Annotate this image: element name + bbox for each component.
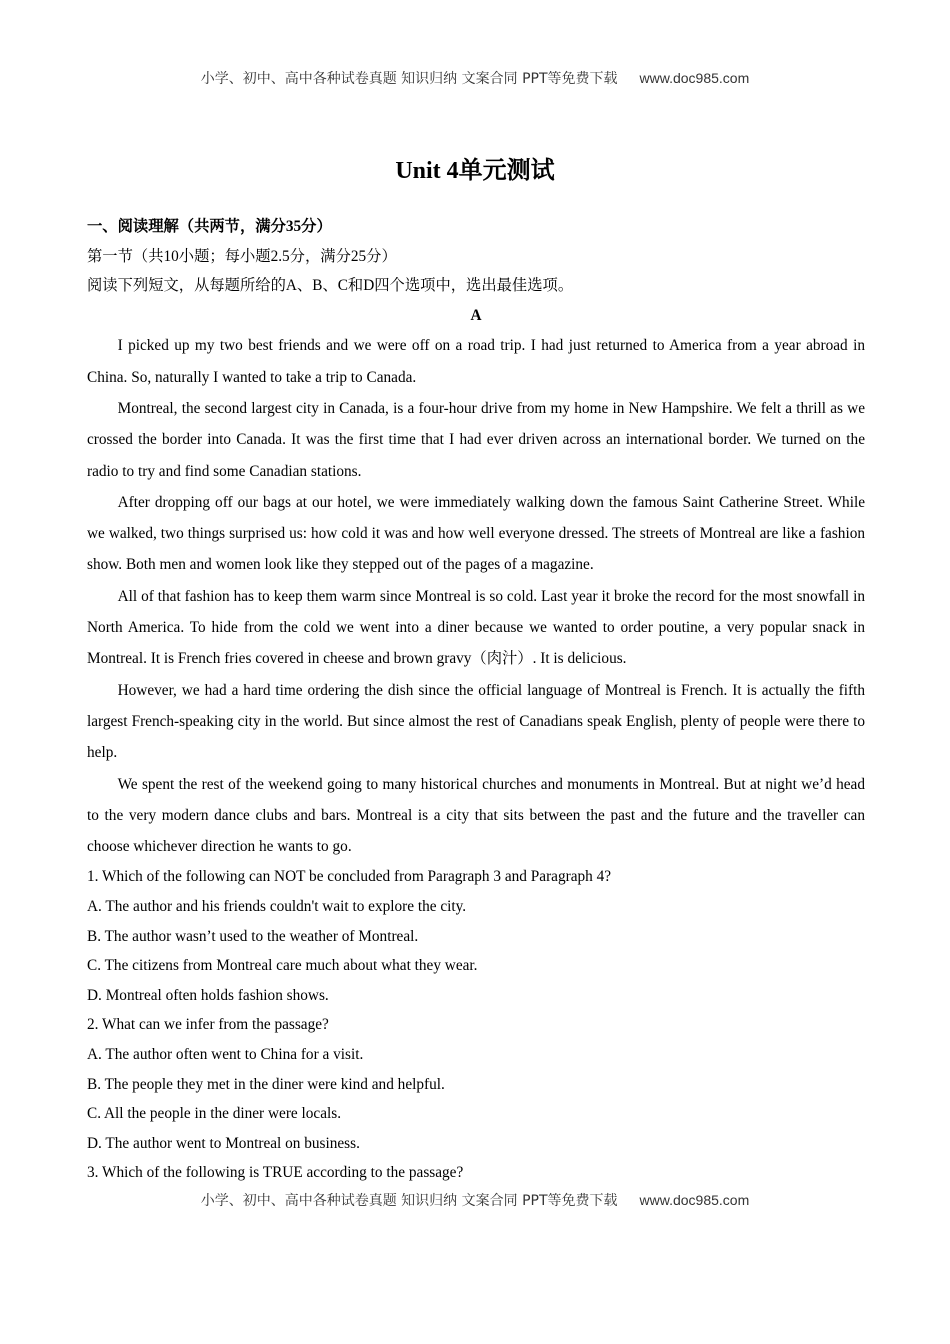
passage-paragraph-6: We spent the rest of the weekend going to many historical churches and monuments in Montreal. But at night we’d head to the very modern dance clubs and bars. Montreal is a city that sits between the past and the future and the traveller can choose whichever direction he wants to go. — [87, 775, 865, 856]
passage-paragraph-5: However, we had a hard time ordering the dish since the official language of Montreal is French. It is actually the fifth largest French-speaking city in the world. But since almost the rest of Canadians speak English, plenty of people were there to help. — [87, 681, 865, 762]
page-title: Unit 4单元测试 — [395, 158, 555, 184]
question-stem-2: 2. What can we infer from the passage? — [87, 1016, 329, 1034]
section-heading: 一、阅读理解（共两节，满分35分） — [87, 218, 332, 235]
question-2-option-b: B. The people they met in the diner were kind and helpful. — [87, 1075, 445, 1093]
question-stem-1: 1. Which of the following can NOT be concluded from Paragraph 3 and Paragraph 4? — [87, 868, 612, 886]
question-1-option-b: B. The author wasn’t used to the weather of Montreal. — [87, 927, 419, 945]
header-text: 小学、初中、高中各种试卷真题 知识归纳 文案合同 PPT等免费下载 — [200, 71, 618, 87]
question-2-option-d: D. The author went to Montreal on business. — [87, 1134, 360, 1152]
passage-paragraph-4: All of that fashion has to keep them warm since Montreal is so cold. Last year it broke the record for the most snowfall in North America. To hide from the cold we went into a diner because we wanted to order poutine, a very popular snack in Montreal. It is French fries covered in cheese and brown gravy（肉汁）. It is delicious. — [87, 587, 865, 668]
passage-paragraph-2: Montreal, the second largest city in Canada, is a four-hour drive from my home in New Hampshire. We felt a thrill as we crossed the border into Canada. It was the first time that I had ever driven across an international border. We turned on the radio to try and find some Canadian stations. — [87, 399, 865, 480]
footer-url[interactable]: www.doc985.com — [639, 1192, 750, 1208]
passage-paragraph-3: After dropping off our bags at our hotel, we were immediately walking down the famous Saint Catherine Street. While we walked, two things surprised us: how cold it was and how well everyone dressed. The streets of Montreal are like a fashion show. Both men and women look like they stepped out of the pages of a magazine. — [87, 493, 865, 574]
section-part: 第一节（共10小题；每小题2.5分，满分25分） — [87, 247, 397, 265]
exam-content — [87, 212, 865, 1188]
question-1-option-c: C. The citizens from Montreal care much about what they wear. — [87, 957, 478, 975]
question-2-option-a: A. The author often went to China for a visit. — [87, 1045, 364, 1063]
passage-paragraph-1: I picked up my two best friends and we were off on a road trip. I had just returned to America from a year abroad in China. So, naturally I wanted to take a trip to Canada. — [87, 337, 865, 386]
question-list — [87, 862, 865, 1188]
section-instruction: 阅读下列短文，从每题所给的A、B、C和D四个选项中，选出最佳选项。 — [87, 277, 574, 295]
question-1-option-a: A. The author and his friends couldn't wait to explore the city. — [87, 898, 467, 916]
header-url[interactable]: www.doc985.com — [639, 70, 750, 86]
question-stem-3: 3. Which of the following is TRUE according to the passage? — [87, 1164, 464, 1182]
passage-body — [87, 330, 865, 862]
question-1-option-d: D. Montreal often holds fashion shows. — [87, 986, 329, 1004]
question-2-option-c: C. All the people in the diner were locals. — [87, 1105, 342, 1123]
footer-text: 小学、初中、高中各种试卷真题 知识归纳 文案合同 PPT等免费下载 — [200, 1193, 618, 1209]
page-header — [0, 68, 950, 88]
page-footer — [0, 1190, 950, 1210]
passage-label: A — [470, 306, 482, 324]
